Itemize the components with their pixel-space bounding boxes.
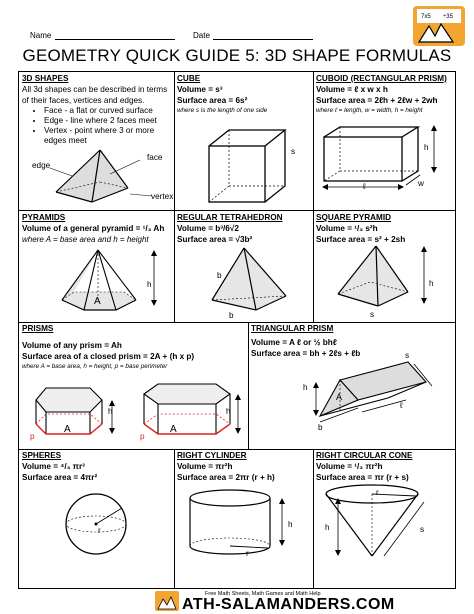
- shapes-3d-panel: [22, 73, 172, 146]
- label-face: face: [147, 153, 163, 162]
- triangular-prism-area: Surface area = bh + 2ℓs + ℓb: [251, 349, 361, 358]
- cuboid-label-w: w: [418, 179, 424, 188]
- prisms-panel: [22, 323, 247, 371]
- cuboid-area: Surface area = 2ℓh + 2ℓw + 2wh: [316, 96, 438, 105]
- cone-volume: Volume = ¹/₃ πr²h: [316, 462, 383, 471]
- svg-text:7x5: 7x5: [421, 14, 431, 20]
- cone-area: Surface area = πr (r + s): [316, 473, 409, 482]
- tetrahedron-heading: REGULAR TETRAHEDRON: [177, 213, 283, 222]
- triangular-prism-label-A: A: [336, 392, 343, 402]
- name-line: [55, 39, 175, 40]
- prisms-area: Surface area of a closed prism = 2A + (h x p): [22, 352, 195, 361]
- prisms-label-h1: h: [108, 407, 113, 416]
- cylinder-panel: [177, 450, 309, 483]
- sphere-label-r: r: [98, 526, 101, 535]
- cylinder-heading: RIGHT CYLINDER: [177, 451, 247, 460]
- triangular-prism-label-h: h: [303, 383, 308, 392]
- shapes-3d-intro: All 3d shapes can be described in terms of their faces, vertices and edges.: [22, 85, 168, 105]
- square-pyramid-volume: Volume = ¹/₃ s²h: [316, 224, 378, 233]
- tetrahedron-volume: Volume = b³/6√2: [177, 224, 239, 233]
- name-label: Name: [30, 31, 52, 40]
- cube-note: where s is the length of one side: [177, 107, 268, 114]
- prisms-label-A1: A: [64, 424, 71, 435]
- cuboid-diagram: [318, 125, 448, 195]
- cube-label-s: s: [291, 147, 296, 156]
- cube-panel: [177, 73, 309, 115]
- pyramids-note: where A = base area and h = height: [22, 235, 149, 244]
- spheres-panel: [22, 450, 172, 483]
- prisms-volume: Volume of any prism = Ah: [22, 341, 122, 350]
- prisms-heading: PRISMS: [22, 324, 54, 333]
- triangular-prism-panel: [251, 323, 451, 359]
- hex-pyramid-diagram: [50, 248, 170, 318]
- triangular-prism-label-l: ℓ: [400, 401, 403, 410]
- triangular-prism-heading: TRIANGULAR PRISM: [251, 324, 334, 333]
- footer-tagline: Free Math Sheets, Math Games and Math Help: [205, 591, 321, 597]
- tetrahedron-panel: [177, 212, 309, 245]
- shapes-3d-list: [22, 106, 172, 146]
- cylinder-volume: Volume = πr²h: [177, 462, 233, 471]
- date-line: [213, 39, 313, 40]
- cylinder-label-r: r: [246, 549, 249, 558]
- pyramids-volume: Volume of a general pyramid = ¹/₃ Ah: [22, 224, 165, 233]
- date-label: Date: [193, 31, 210, 40]
- pyramids-heading: PYRAMIDS: [22, 213, 66, 222]
- shapes-3d-heading: 3D SHAPES: [22, 74, 69, 83]
- pyramids-panel: [22, 212, 172, 245]
- tetrahedron-label-b2: b: [229, 311, 234, 320]
- footer-logo-icon: [155, 591, 179, 611]
- svg-text:÷35: ÷35: [443, 14, 453, 20]
- pyramids-label-A: A: [94, 296, 101, 307]
- bullet-vertex: • Vertex - point where 3 or more edges meet: [44, 126, 172, 146]
- spheres-volume: Volume = ⁴/₃ πr³: [22, 462, 85, 471]
- label-vertex: vertex: [151, 192, 174, 201]
- square-pyramid-label-h: h: [429, 279, 434, 288]
- triangular-prism-volume: Volume = A ℓ or ½ bhℓ: [251, 338, 337, 347]
- triangular-prism-label-s: s: [405, 351, 410, 360]
- prisms-diagram: [26, 380, 246, 442]
- prisms-label-A2: A: [170, 424, 177, 435]
- cone-label-s: s: [420, 525, 425, 534]
- cuboid-note: where ℓ = length, w = width, h = height: [316, 107, 423, 114]
- label-edge: edge: [32, 161, 51, 170]
- cuboid-label-l: ℓ: [363, 182, 366, 191]
- prisms-label-p2: p: [140, 432, 145, 441]
- tetrahedron-diagram: [200, 246, 300, 316]
- tetrahedron-label-b1: b: [217, 271, 222, 280]
- triangular-prism-label-b: b: [318, 423, 323, 432]
- prisms-note: where A = base area, h = height, p = base perimeter: [22, 363, 168, 370]
- square-pyramid-label-s: s: [370, 310, 375, 319]
- cuboid-volume: Volume = ℓ x w x h: [316, 85, 388, 94]
- salamander-logo-icon: [413, 6, 465, 46]
- cuboid-heading: CUBOID (RECTANGULAR PRISM): [316, 74, 447, 83]
- cone-panel: [316, 450, 456, 483]
- prisms-label-h2: h: [226, 407, 231, 416]
- cylinder-area: Surface area = 2πr (r + h): [177, 473, 275, 482]
- pyramids-label-h: h: [147, 280, 152, 289]
- triangular-prism-diagram: [310, 360, 450, 432]
- cube-diagram: [195, 128, 295, 206]
- footer-brand[interactable]: ATH-SALAMANDERS.COM: [182, 596, 395, 613]
- cube-volume: Volume = s³: [177, 85, 223, 94]
- cone-heading: RIGHT CIRCULAR CONE: [316, 451, 413, 460]
- bullet-face: • Face - a flat or curved surface: [44, 106, 172, 116]
- spheres-heading: SPHERES: [22, 451, 62, 460]
- square-pyramid-heading: SQUARE PYRAMID: [316, 213, 392, 222]
- spheres-area: Surface area = 4πr²: [22, 473, 98, 482]
- bullet-edge: • Edge - line where 2 faces meet: [44, 116, 172, 126]
- cone-diagram: [320, 484, 450, 564]
- cylinder-diagram: [180, 488, 292, 570]
- prisms-label-p1: p: [30, 432, 35, 441]
- square-pyramid-panel: [316, 212, 456, 245]
- page-title: GEOMETRY QUICK GUIDE 5: 3D SHAPE FORMULAS: [22, 46, 452, 65]
- cube-heading: CUBE: [177, 74, 201, 83]
- tetrahedron-area: Surface area = √3b²: [177, 235, 253, 244]
- cylinder-label-h: h: [288, 520, 293, 529]
- cone-label-h: h: [325, 523, 330, 532]
- cube-area: Surface area = 6s²: [177, 96, 248, 105]
- cone-label-r: r: [376, 488, 379, 497]
- cuboid-panel: [316, 73, 456, 115]
- square-pyramid-area: Surface area = s² + 2sh: [316, 235, 406, 244]
- cuboid-label-h: h: [424, 143, 429, 152]
